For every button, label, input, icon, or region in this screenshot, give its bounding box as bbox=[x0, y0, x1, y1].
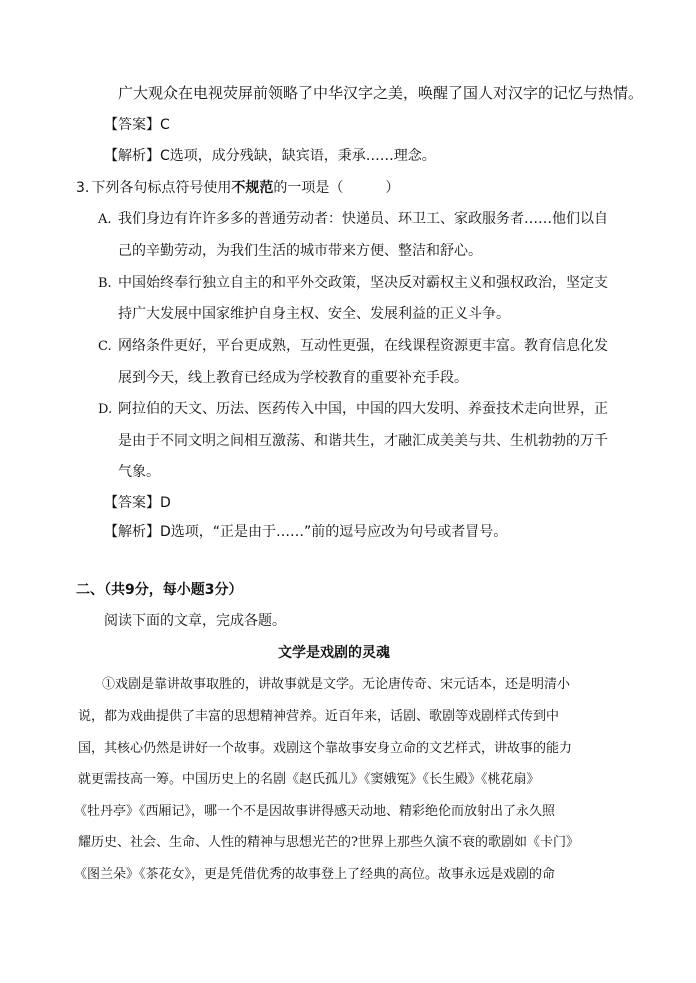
option-text: 我们身边有许许多多的普通劳动者：快递员、环卫工、家政服务者……他们以自 bbox=[118, 211, 608, 227]
instruction: 阅读下面的文章，完成各题。 bbox=[104, 613, 286, 629]
question-text-post: 的一项是（ ） bbox=[273, 180, 400, 196]
article-line: ①戏剧是靠讲故事取胜的，讲故事就是文学。无论唐传奇、宋元话本，还是明清小 bbox=[102, 677, 571, 692]
option-letter: D. bbox=[98, 402, 113, 417]
article-line: 说，都为戏曲提供了丰富的思想精神营养。近百年来，话剧、歌剧等戏剧样式传到中 bbox=[78, 709, 560, 724]
answer-label: 【答案】 bbox=[104, 117, 160, 133]
question-text-pre: 下列各句标点符号使用 bbox=[91, 180, 232, 196]
question-number: 3. bbox=[76, 180, 90, 196]
option-text: 网络条件更好，平台更成熟，互动性更强，在线课程资源更丰富。教育信息化发 bbox=[118, 338, 608, 354]
article-line: 耀历史、社会、生命、人性的精神与思想光芒的?世界上那些久演不衰的歌剧如《卡门》 bbox=[78, 835, 579, 850]
analysis-text: C选项，成分残缺，缺宾语，秉承……理念。 bbox=[160, 148, 436, 164]
answer-value: D bbox=[160, 495, 171, 511]
analysis-row bbox=[104, 145, 436, 165]
answer-row bbox=[104, 114, 170, 134]
option-text: 中国始终奉行独立自主的和平外交政策，坚决反对霸权主义和强权政治，坚定支 bbox=[118, 275, 608, 291]
article-title: 文学是戏剧的灵魂 bbox=[278, 645, 390, 661]
question-3 bbox=[76, 177, 399, 197]
answer-row bbox=[104, 492, 171, 512]
analysis-label: 【解析】 bbox=[104, 524, 160, 540]
option-letter: B. bbox=[98, 276, 112, 291]
analysis-text: D选项，“正是由于……”前的逗号应改为句号或者冒号。 bbox=[160, 524, 508, 540]
option-c-line-1 bbox=[98, 335, 608, 355]
option-a-line-2: 己的辛勤劳动，为我们生活的城市带来方便、整洁和舒心。 bbox=[118, 243, 482, 259]
article-line: 国，其核心仍然是讲好一个故事。戏剧这个靠故事安身立命的文艺样式，讲故事的能力 bbox=[78, 741, 573, 756]
article-line: 《图兰朵》《茶花女》，更是凭借优秀的故事登上了经典的高位。故事永远是戏剧的命 bbox=[74, 867, 556, 882]
option-b-line-2: 持广大发展中国家维护自身主权、安全、发展利益的正义斗争。 bbox=[118, 306, 510, 322]
section-heading: 二、（共9分，每小题3分） bbox=[76, 582, 243, 598]
article-line: 就更需技高一筹。中国历史上的名剧《赵氏孤儿》《窦娥冤》《长生殿》《桃花扇》 bbox=[78, 772, 540, 787]
option-b-line-1 bbox=[98, 272, 608, 292]
option-letter: A. bbox=[98, 212, 112, 227]
option-d-line-2: 是由于不同文明之间相互激荡、和谐共生，才融汇成美美与共、生机勃勃的万千 bbox=[118, 433, 608, 449]
answer-label: 【答案】 bbox=[104, 495, 160, 511]
article-line: 《牡丹亭》《西厢记》，哪一个不是因故事讲得感天动地、精彩绝伦而放射出了永久照 bbox=[74, 804, 556, 819]
option-text: 阿拉伯的天文、历法、医药传入中国，中国的四大发明、养蚕技术走向世界，正 bbox=[118, 401, 608, 417]
analysis-row bbox=[104, 521, 507, 541]
analysis-label: 【解析】 bbox=[104, 148, 160, 164]
passage-line: 广大观众在电视荧屏前领略了中华汉字之美，唤醒了国人对汉字的记忆与热情。 bbox=[118, 84, 644, 102]
question-emphasis: 不规范 bbox=[231, 180, 274, 196]
answer-value: C bbox=[160, 117, 170, 133]
option-d-line-3: 气象。 bbox=[118, 464, 160, 480]
option-a-line-1 bbox=[98, 208, 608, 228]
option-d-line-1 bbox=[98, 398, 608, 418]
option-c-line-2: 展到今天，线上教育已经成为学校教育的重要补充手段。 bbox=[118, 370, 468, 386]
option-letter: C. bbox=[98, 339, 112, 354]
